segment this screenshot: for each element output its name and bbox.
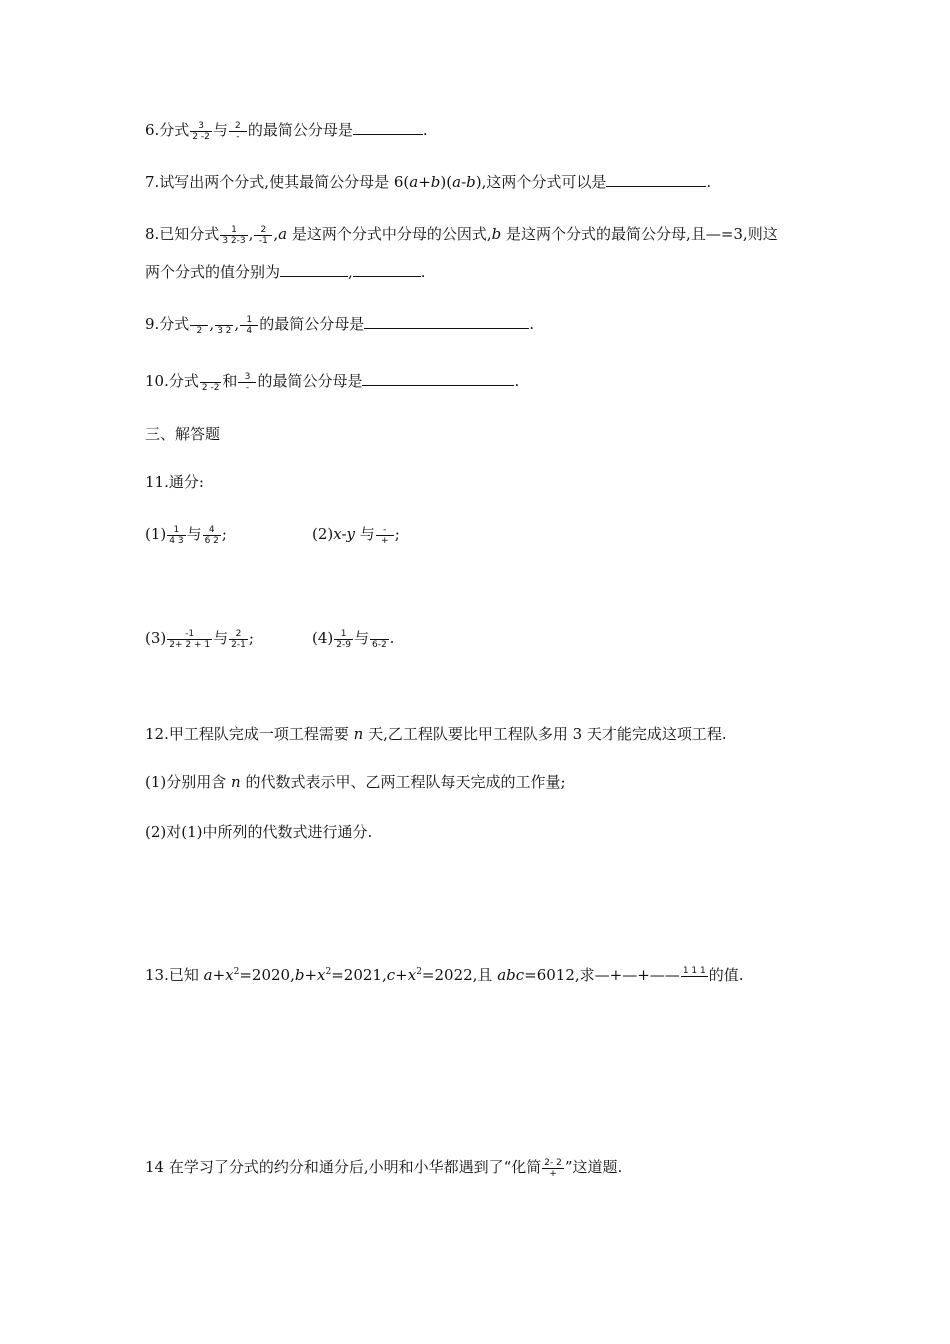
fraction: 2 -2 bbox=[200, 372, 222, 393]
question-6: 6.分式 $\frac{3}{2 -2}$ 与 $\frac{2}{-}$ 的最简公分母是 . bbox=[145, 120, 428, 142]
fraction: $\frac{1}{3 2-3}$ bbox=[222, 224, 246, 246]
answer-blank[interactable] bbox=[364, 314, 529, 329]
fraction: 6-2 bbox=[370, 629, 389, 650]
fraction: $\frac{2- 2}{+}$ bbox=[544, 1157, 562, 1179]
question-7: 7.试写出两个分式,使其最简公分母是 6(a+b)(a-b),这两个分式可以是 . bbox=[145, 173, 712, 191]
question-13: 13.已知 $a+x^2=2020,b+x^2=2021,c+x^2=2022$,且 abc=6012,求—+—+—— 1 1 1 的值. bbox=[145, 962, 744, 987]
question-11-part-4: (4) $\frac{1}{2-9}$ 与 6-2 . bbox=[312, 628, 395, 650]
fraction: $\frac{3}{2 -2}$ bbox=[192, 120, 210, 142]
fraction: 3 2 bbox=[215, 315, 233, 336]
question-14: 14 在学习了分式的约分和通分后,小明和小华都遇到了“化简 $\frac{2- 2}{+}$ ”这道题. bbox=[145, 1157, 623, 1179]
question-11-part-1: (1) $\frac{1}{4 3}$ 与 $\frac{4}{6 2}$ ; bbox=[145, 524, 227, 546]
fraction: $\frac{2}{2-1}$ bbox=[231, 628, 246, 650]
fraction: $\frac{2}{-1}$ bbox=[254, 225, 272, 246]
question-10: 10.分式 2 -2 和 $\frac{3}{-}$ 的最简公分母是 . bbox=[145, 371, 520, 393]
question-12-part-2: (2)对(1)中所列的代数式进行通分. bbox=[145, 823, 373, 841]
question-12: 12.甲工程队完成一项工程需要 n 天,乙工程队要比甲工程队多用 3 天才能完成这项工程. bbox=[145, 725, 727, 743]
question-9: 9.分式 2 , 3 2 , $\frac{1}{4}$ 的最简公分母是 . bbox=[145, 314, 534, 336]
fraction: $\frac{1}{4 3}$ bbox=[169, 524, 184, 546]
answer-blank[interactable] bbox=[280, 262, 348, 277]
section-heading: 三、解答题 bbox=[145, 425, 221, 443]
question-8-line-2: 两个分式的值分别为 , . bbox=[145, 263, 426, 281]
answer-blank[interactable] bbox=[353, 262, 421, 277]
question-11-part-3: (3) $\frac{-1}{2+ 2 + 1}$ 与 $\frac{2}{2-1}$ ; bbox=[145, 628, 254, 650]
question-11-title: 11.通分: bbox=[145, 473, 204, 491]
fraction: $\frac{-1}{2+ 2 + 1}$ bbox=[169, 628, 211, 650]
question-11-part-2: (2)x-y 与 $\frac{-}{+}$ ; bbox=[312, 524, 400, 546]
fraction: $\frac{-}{+}$ bbox=[376, 525, 394, 546]
fraction: $\frac{4}{6 2}$ bbox=[204, 524, 219, 546]
fraction: 2 bbox=[190, 315, 208, 336]
fraction: $\frac{1}{4}$ bbox=[240, 315, 258, 336]
fraction: 1 1 1 bbox=[682, 965, 706, 976]
question-8: 8.已知分式 $\frac{1}{3 2-3}$ , $\frac{2}{-1}$ ,a 是这两个分式中分母的公因式,b 是这两个分式的最简公分母,且—=3,则这 bbox=[145, 224, 778, 246]
fraction: $\frac{3}{-}$ bbox=[238, 372, 256, 393]
fraction: $\frac{2}{-}$ bbox=[229, 121, 247, 142]
answer-blank[interactable] bbox=[362, 371, 514, 386]
fraction: $\frac{1}{2-9}$ bbox=[336, 628, 351, 650]
answer-blank[interactable] bbox=[606, 172, 706, 187]
question-12-part-1: (1)分别用含 n 的代数式表示甲、乙两工程队每天完成的工作量; bbox=[145, 773, 566, 791]
answer-blank[interactable] bbox=[353, 120, 423, 135]
